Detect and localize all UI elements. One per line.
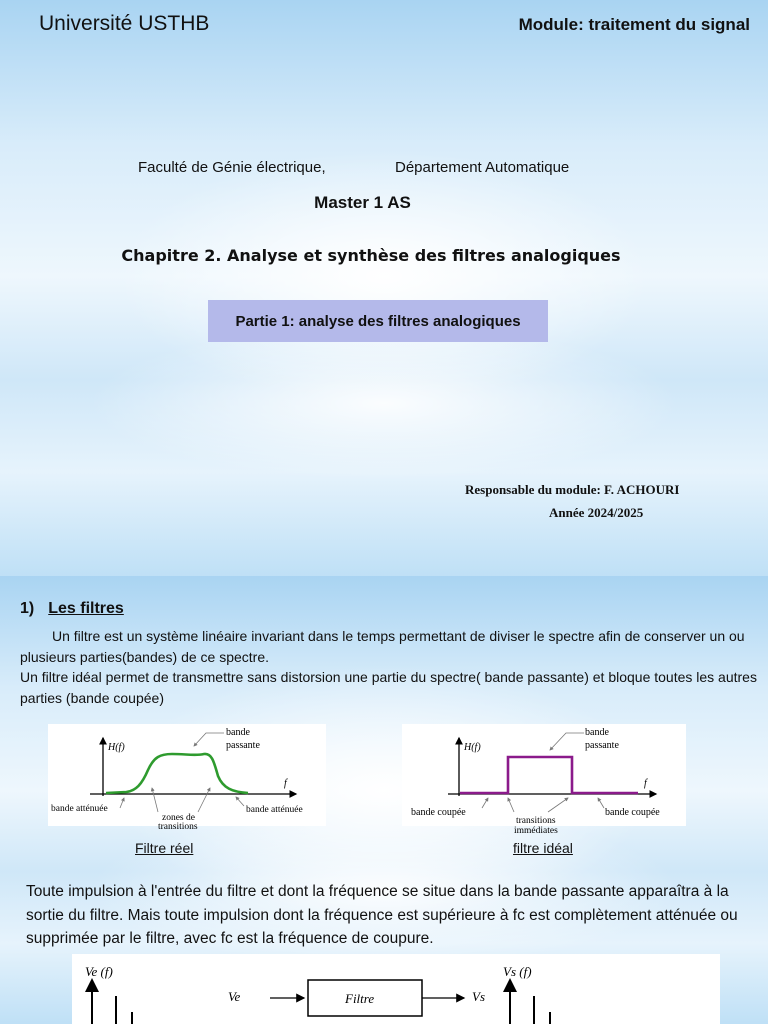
module-name: Module: traitement du signal [518,15,750,34]
ideal-filter-paragraph: Un filtre idéal permet de transmettre sans distorsion une partie du spectre( bande passante) et bloque toutes les autres parties (bande coupée) [20,669,757,706]
passband-label-2: passante [226,740,260,751]
x-axis-label: f [284,778,287,789]
ideal-response-curve [460,757,638,793]
ideal-filter-caption: filtre idéal [513,840,573,856]
content-slide [0,576,768,1024]
definition-paragraph: Un filtre est un système linéaire invariant dans le temps permettant de diviser le spectre afin de conserver un ou plusieurs parties(bandes) de ce spectre. [20,628,745,665]
chapter-title: Chapitre 2. Analyse et synthèse des filtres analogiques [121,246,621,265]
y-axis-label: H(f) [108,742,125,753]
filter-block-label: Filtre [345,991,375,1006]
cut-right-label: bande coupée [605,807,660,818]
section-number: 1) [20,600,35,617]
transitions-label-2: transitions [158,822,198,832]
filter-block-diagram [72,954,720,1024]
real-response-curve [106,754,248,793]
transitions-label-2: immédiates [514,826,558,836]
section-title: Les filtres [48,600,124,617]
output-signal-label: Vs [472,989,485,1004]
transitions-label-1: zones de [162,813,195,823]
passband-label-1: bande [226,727,250,738]
department-name: Département Automatique [395,159,570,176]
input-spectrum-label: Ve (f) [85,964,113,979]
real-filter-caption: Filtre réel [135,840,194,856]
module-responsible: Responsable du module: F. ACHOURI [465,482,680,497]
academic-year: Année 2024/2025 [549,505,644,520]
ideal-filter-figure [402,724,686,836]
university-name: Université USTHB [39,12,210,35]
y-axis-label: H(f) [464,742,481,753]
cut-left-label: bande coupée [411,807,466,818]
section-heading [20,600,124,618]
passband-label-2: passante [585,740,619,751]
transitions-label-1: transitions [516,816,556,826]
intro-text [20,626,760,708]
x-axis-label: f [644,778,647,789]
passband-label-1: bande [585,727,609,738]
real-filter-figure [48,724,326,832]
output-spectrum-label: Vs (f) [503,964,532,979]
attenuated-right-label: bande atténuée [246,805,303,815]
impulse-paragraph: Toute impulsion à l'entrée du filtre et dont la fréquence se situe dans la bande passante apparaîtra à la sortie du filtre. Mais toute impulsion dont la fréquence est supérieure à fc est complètement atténuée ou supprimée par le filtre, avec fc est la fréquence de coupure. [26,883,738,947]
program-name: Master 1 AS [314,193,411,212]
part-title: Partie 1: analyse des filtres analogiques [235,312,521,330]
faculty-name: Faculté de Génie électrique, [138,159,326,176]
part-banner [208,300,548,342]
input-signal-label: Ve [228,989,241,1004]
attenuated-left-label: bande atténuée [51,804,108,814]
